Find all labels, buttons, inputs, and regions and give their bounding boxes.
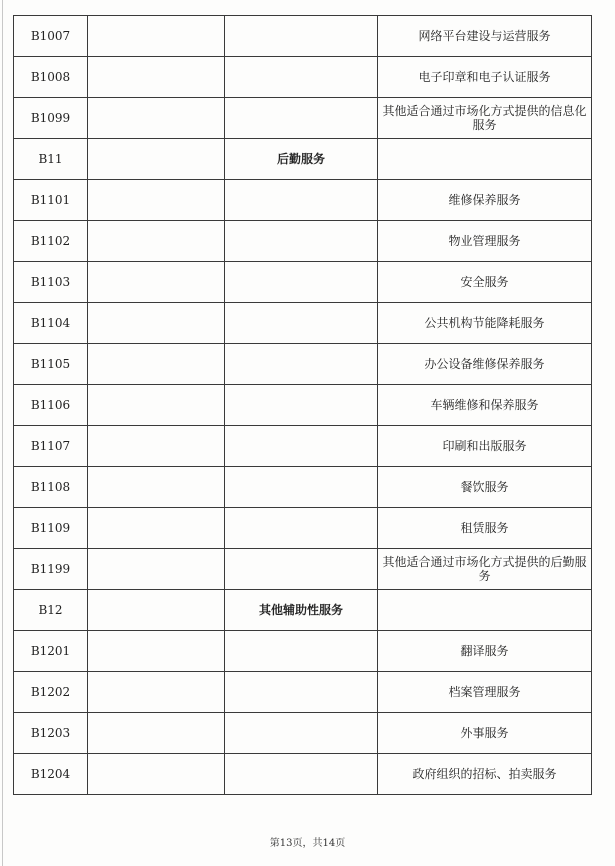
table-row — [14, 180, 592, 221]
item-cell: 翻译服务 — [378, 631, 592, 672]
category-cell: 后勤服务 — [225, 139, 378, 180]
category-cell — [225, 221, 378, 262]
table-row — [14, 508, 592, 549]
table-row — [14, 262, 592, 303]
blank-cell — [88, 344, 225, 385]
blank-cell — [88, 221, 225, 262]
blank-cell — [88, 590, 225, 631]
page-number: 第13页，共14页 — [269, 838, 346, 849]
blank-cell — [88, 508, 225, 549]
item-cell: 其他适合通过市场化方式提供的后勤服务 — [378, 549, 592, 590]
table-row — [14, 426, 592, 467]
blank-cell — [88, 303, 225, 344]
item-cell: 租赁服务 — [378, 508, 592, 549]
item-cell: 政府组织的招标、拍卖服务 — [378, 754, 592, 795]
category-cell: 其他辅助性服务 — [225, 590, 378, 631]
code-cell: B1203 — [14, 713, 88, 754]
code-cell: B1106 — [14, 385, 88, 426]
code-cell: B1104 — [14, 303, 88, 344]
blank-cell — [88, 385, 225, 426]
blank-cell — [88, 16, 225, 57]
category-cell — [225, 385, 378, 426]
item-cell: 安全服务 — [378, 262, 592, 303]
category-cell — [225, 426, 378, 467]
blank-cell — [88, 139, 225, 180]
code-cell: B1102 — [14, 221, 88, 262]
table-row — [14, 57, 592, 98]
blank-cell — [88, 467, 225, 508]
category-cell — [225, 57, 378, 98]
item-cell — [378, 590, 592, 631]
code-cell: B1105 — [14, 344, 88, 385]
code-cell: B1201 — [14, 631, 88, 672]
code-cell: B1007 — [14, 16, 88, 57]
table-row — [14, 98, 592, 139]
code-cell: B1103 — [14, 262, 88, 303]
table-row — [14, 754, 592, 795]
code-cell: B1099 — [14, 98, 88, 139]
code-cell: B1199 — [14, 549, 88, 590]
blank-cell — [88, 57, 225, 98]
category-cell — [225, 508, 378, 549]
blank-cell — [88, 180, 225, 221]
blank-cell — [88, 672, 225, 713]
item-cell: 网络平台建设与运营服务 — [378, 16, 592, 57]
category-cell — [225, 713, 378, 754]
code-cell: B1109 — [14, 508, 88, 549]
item-cell: 其他适合通过市场化方式提供的信息化服务 — [378, 98, 592, 139]
blank-cell — [88, 713, 225, 754]
category-cell — [225, 344, 378, 385]
item-cell: 维修保养服务 — [378, 180, 592, 221]
category-cell — [225, 549, 378, 590]
code-cell: B12 — [14, 590, 88, 631]
table-row — [14, 303, 592, 344]
code-cell: B1008 — [14, 57, 88, 98]
item-cell: 档案管理服务 — [378, 672, 592, 713]
table-row — [14, 467, 592, 508]
item-cell: 外事服务 — [378, 713, 592, 754]
code-cell: B1202 — [14, 672, 88, 713]
table-body — [14, 16, 592, 795]
category-cell — [225, 16, 378, 57]
blank-cell — [88, 426, 225, 467]
blank-cell — [88, 754, 225, 795]
page-edge-line — [2, 0, 3, 866]
table-row — [14, 16, 592, 57]
code-cell: B1108 — [14, 467, 88, 508]
item-cell: 物业管理服务 — [378, 221, 592, 262]
item-cell — [378, 139, 592, 180]
service-catalog-table — [13, 15, 592, 795]
category-cell — [225, 467, 378, 508]
item-cell: 车辆维修和保养服务 — [378, 385, 592, 426]
table-row — [14, 549, 592, 590]
code-cell: B1101 — [14, 180, 88, 221]
blank-cell — [88, 262, 225, 303]
category-cell — [225, 631, 378, 672]
item-cell: 办公设备维修保养服务 — [378, 344, 592, 385]
table-row — [14, 221, 592, 262]
blank-cell — [88, 549, 225, 590]
table-row — [14, 631, 592, 672]
item-cell: 电子印章和电子认证服务 — [378, 57, 592, 98]
table-row — [14, 590, 592, 631]
table-row — [14, 344, 592, 385]
table-row — [14, 713, 592, 754]
code-cell: B11 — [14, 139, 88, 180]
blank-cell — [88, 98, 225, 139]
category-cell — [225, 98, 378, 139]
code-cell: B1204 — [14, 754, 88, 795]
category-cell — [225, 303, 378, 344]
code-cell: B1107 — [14, 426, 88, 467]
category-cell — [225, 672, 378, 713]
category-cell — [225, 180, 378, 221]
item-cell: 印刷和出版服务 — [378, 426, 592, 467]
item-cell: 餐饮服务 — [378, 467, 592, 508]
table-row — [14, 672, 592, 713]
table-row — [14, 139, 592, 180]
category-cell — [225, 754, 378, 795]
item-cell: 公共机构节能降耗服务 — [378, 303, 592, 344]
table-row — [14, 385, 592, 426]
blank-cell — [88, 631, 225, 672]
category-cell — [225, 262, 378, 303]
